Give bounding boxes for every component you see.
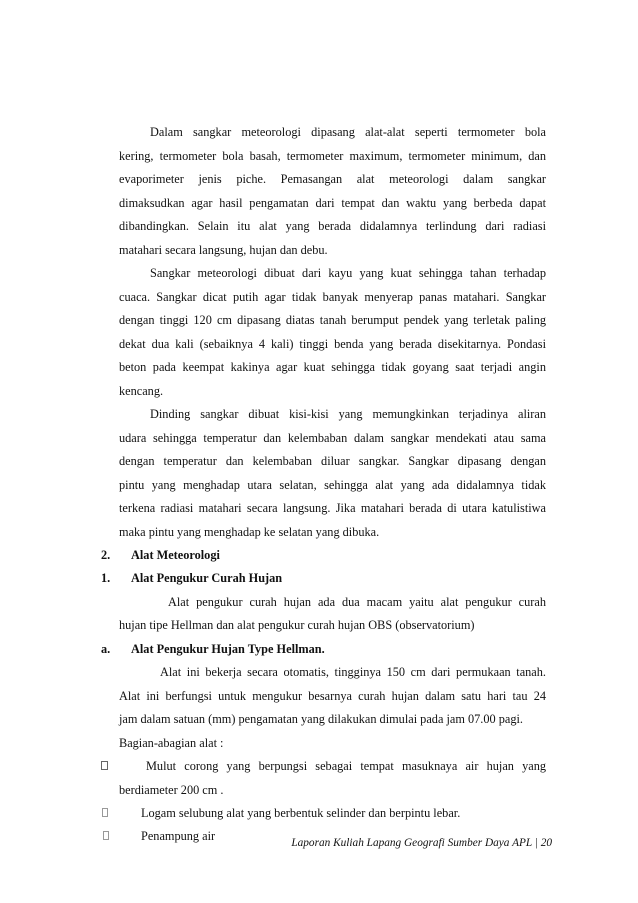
paragraph-line: cuaca. Sangkar dicat putih agar tidak banyak menyerap panas matahari. Sangkar	[119, 290, 546, 304]
paragraph-line: dimaksudkan agar hasil pengamatan dari tempat dan waktu yang berbeda dapat	[119, 196, 546, 210]
paragraph-line: pintu yang menghadap utara selatan, sehingga alat yang ada didalamnya tidak	[119, 478, 546, 492]
bullet-line: Mulut corong yang berpungsi sebagai tempat masuknaya air hujan yang	[146, 759, 546, 773]
bullet-marker	[102, 808, 108, 817]
section-number: 2.	[101, 548, 111, 562]
bullet-line: berdiameter 200 cm .	[119, 783, 224, 797]
paragraph-line: dengan tinggi 120 cm dipasang diatas tanah berumput pendek yang terletak paling	[119, 313, 546, 327]
paragraph-line: kering, termometer bola basah, termometer maximum, termometer minimum, dan	[119, 149, 546, 163]
paragraph-line: dekat dua kali (sebaiknya 4 kali) tinggi benda yang berada disekitarnya. Pondasi	[119, 337, 546, 351]
paragraph-line: Dalam sangkar meteorologi dipasang alat-alat seperti termometer bola	[150, 125, 546, 139]
bullet-marker	[101, 761, 108, 770]
paragraph-line: Alat pengukur curah hujan ada dua macam yaitu alat pengukur curah	[168, 595, 546, 609]
paragraph-line: hujan tipe Hellman dan alat pengukur curah hujan OBS (observatorium)	[119, 618, 475, 632]
section-number: 1.	[101, 571, 111, 585]
bullet-marker	[103, 831, 109, 840]
paragraph-line: matahari secara langsung, hujan dan debu.	[119, 243, 328, 257]
paragraph-line: dibandingkan. Selain itu alat yang berada didalamnya terlindung dari radiasi	[119, 219, 546, 233]
paragraph-line: evaporimeter jenis piche. Pemasangan alat meteorologi dalam sangkar	[119, 172, 546, 186]
bullet-line: Penampung air	[141, 829, 216, 843]
bullet-line: Logam selubung alat yang berbentuk selinder dan berpintu lebar.	[141, 806, 461, 820]
paragraph-line: Alat ini berfungsi untuk mengukur besarnya curah hujan dalam satu hari tau 24	[119, 689, 546, 703]
section-number: a.	[101, 642, 111, 656]
paragraph-line: Sangkar meteorologi dibuat dari kayu yang kuat sehingga tahan terhadap	[150, 266, 546, 280]
paragraph-line: jam dalam satuan (mm) pengamatan yang dilakukan dimulai pada jam 07.00 pagi.	[119, 712, 523, 726]
paragraph-line: Alat ini bekerja secara otomatis, tingginya 150 cm dari permukaan tanah.	[160, 665, 546, 679]
section-heading: Alat Meteorologi	[131, 548, 220, 562]
paragraph-line: kencang.	[119, 384, 164, 398]
paragraph-line: maka pintu yang menghadap ke selatan yang dibuka.	[119, 525, 380, 539]
paragraph-line: Bagian-abagian alat :	[119, 736, 224, 750]
paragraph-line: udara sehingga temperatur dan kelembaban dalam sangkar mendekati atau sama	[119, 431, 546, 445]
paragraph-line: terkena radiasi matahari secara langsung. Jika matahari berada di utara katulistiwa	[119, 501, 546, 515]
section-heading: Alat Pengukur Curah Hujan	[131, 571, 283, 585]
paragraph-line: beton pada keempat kakinya agar kuat sehingga tidak goyang saat terjadi angin	[119, 360, 546, 374]
page-footer: Laporan Kuliah Lapang Geografi Sumber Daya APL | 20	[291, 837, 552, 849]
paragraph-line: Dinding sangkar dibuat kisi-kisi yang memungkinkan terjadinya aliran	[150, 407, 546, 421]
paragraph-line: dengan temperatur dan kelembaban diluar sangkar. Sangkar dipasang dengan	[119, 454, 546, 468]
section-heading: Alat Pengukur Hujan Type Hellman.	[131, 642, 325, 656]
